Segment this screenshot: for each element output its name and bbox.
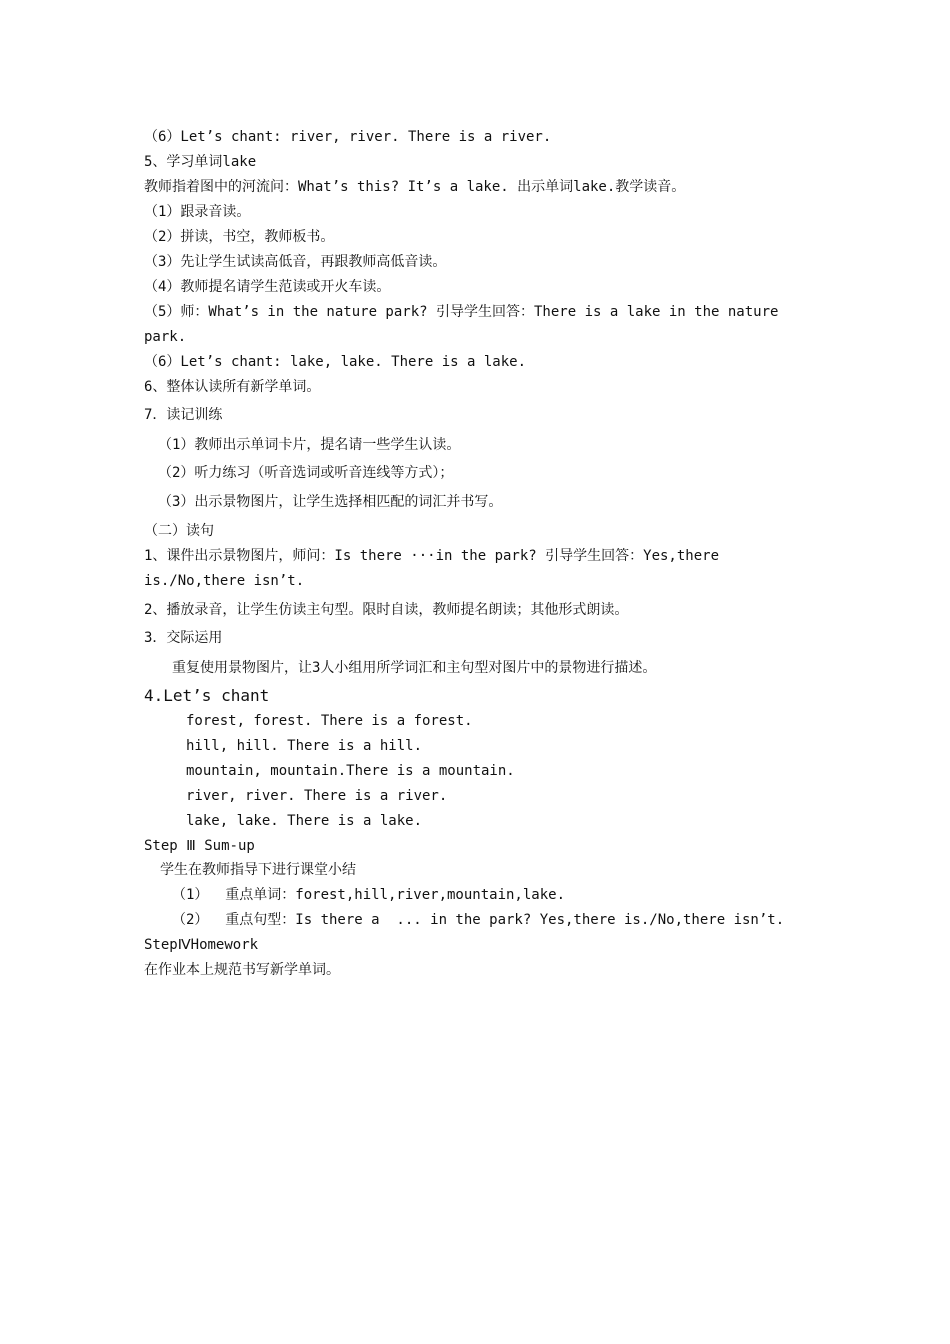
list-item: （1）跟录音读。: [144, 204, 251, 220]
list-item: （1）教师出示单词卡片，提名请一些学生认读。: [158, 437, 461, 453]
chant-line: forest, forest. There is a forest.: [186, 713, 473, 729]
text-line: park.: [144, 329, 187, 345]
text-line: 重复使用景物图片，让3人小组用所学词汇和主句型对图片中的景物进行描述。: [172, 660, 657, 676]
list-item: （4）教师提名请学生范读或开火车读。: [144, 279, 391, 295]
chant-line: mountain, mountain.There is a mountain.: [186, 763, 515, 779]
list-item: （2）拼读，书空，教师板书。: [144, 229, 335, 245]
section-heading: 5、学习单词lake: [144, 154, 257, 170]
chant-line: river, river. There is a river.: [186, 788, 448, 804]
section-heading: Step Ⅲ Sum-up: [144, 838, 255, 854]
section-heading: 6、整体认读所有新学单词。: [144, 379, 321, 395]
list-item: （2）听力练习（听音选词或听音连线等方式）；: [158, 465, 454, 481]
chant-line: hill, hill. There is a hill.: [186, 738, 423, 754]
section-heading: （二）读句: [144, 523, 214, 539]
text-line: 1、课件出示景物图片，师问：Is there ···in the park? 引导学生回答：Yes,there: [144, 548, 720, 564]
text-line: 2、播放录音，让学生仿读主句型。限时自读，教师提名朗读；其他形式朗读。: [144, 602, 629, 618]
list-item: （3）出示景物图片，让学生选择相匹配的词汇并书写。: [158, 494, 503, 510]
text-line: 在作业本上规范书写新学单词。: [144, 962, 340, 978]
text-line: 学生在教师指导下进行课堂小结: [160, 862, 356, 878]
section-heading: StepⅣHomework: [144, 937, 259, 953]
list-item: （2） 重点句型：Is there a ... in the park? Yes,there is./No,there isn’t.: [172, 912, 785, 928]
chant-line: lake, lake. There is a lake.: [186, 813, 423, 829]
list-item: （1） 重点单词：forest,hill,river,mountain,lake.: [172, 887, 566, 903]
list-item: （6）Let’s chant: lake, lake. There is a lake.: [144, 354, 527, 370]
section-heading: 3．交际运用: [144, 630, 223, 646]
text-line: 教师指着图中的河流问：What’s this? It’s a lake. 出示单词lake.教学读音。: [144, 179, 686, 195]
list-item: （5）师：What’s in the nature park? 引导学生回答：There is a lake in the nature: [144, 304, 779, 320]
text-line: （6）Let’s chant: river, river. There is a river.: [144, 129, 552, 145]
section-heading: 7．读记训练: [144, 407, 223, 423]
list-item: （3）先让学生试读高低音，再跟教师高低音读。: [144, 254, 447, 270]
text-line: is./No,there isn’t.: [144, 573, 305, 589]
section-heading: 4.Let’s chant: [144, 686, 270, 705]
